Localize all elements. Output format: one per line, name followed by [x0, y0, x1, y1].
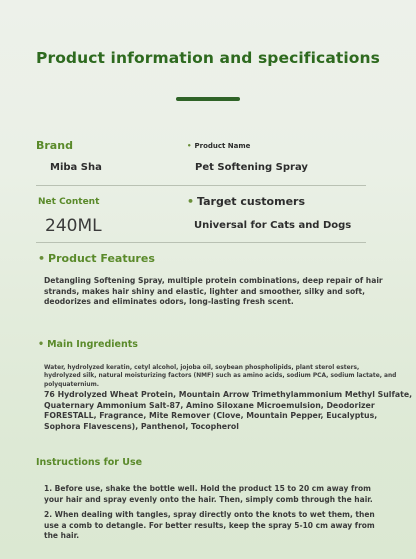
features-line: deodorizes and eliminates odors, long-lasting fresh scent. [44, 297, 294, 306]
product-name-label: Product Name [194, 142, 251, 150]
target-customers-value: Universal for Cats and Dogs [194, 220, 352, 231]
instructions-line: your hair and spray evenly onto the hair. Then, simply comb through the hair. [44, 494, 373, 504]
features-line: Detangling Softening Spray, multiple protein combinations, deep repair of hair [44, 276, 383, 285]
target-customers-label: Target customers [197, 195, 305, 208]
instructions-line: 2. When dealing with tangles, spray directly onto the knots to wet them, then [44, 510, 375, 519]
ingredients-line: Sophora Flavescens), Panthenol, Tocopherol [44, 421, 239, 431]
ingredients-line: 76 Hydrolyzed Wheat Protein, Mountain Arrow Trimethylammonium Methyl Sulfate, [44, 390, 413, 399]
bullet-dot-icon: • [187, 142, 192, 150]
instructions-line: use a comb to detangle. For better results, keep the spray 5-10 cm away from [44, 520, 375, 530]
ingredients-text [44, 390, 412, 432]
title-underline-bar [176, 97, 240, 101]
ingredients-small-line: Water, hydrolyzed keratin, cetyl alcohol, jojoba oil, soybean phospholipids, plant sterol esters, [44, 365, 360, 371]
divider [36, 185, 366, 186]
instructions-step-2 [44, 510, 375, 542]
product-name-label-group [187, 142, 250, 150]
ingredients-label-group [38, 339, 138, 350]
instructions-line: 1. Before use, shake the bottle well. Hold the product 15 to 20 cm away from [44, 484, 371, 493]
ingredients-small-text [44, 364, 396, 389]
features-label: Product Features [48, 252, 155, 265]
instructions-label: Instructions for Use [36, 457, 143, 468]
page-title: Product information and specifications [35, 49, 381, 67]
features-label-group [38, 252, 155, 265]
features-text [44, 276, 383, 308]
instructions-step-1 [44, 484, 373, 505]
product-name-value: Pet Softening Spray [195, 162, 308, 173]
brand-label: Brand [36, 139, 73, 152]
divider [36, 242, 366, 243]
features-line: strands, makes hair shiny and elastic, lighter and smoother, silky and soft, [44, 286, 365, 296]
ingredients-line: FORESTALL, Fragrance, Mite Remover (Clove, Mountain Pepper, Eucalyptus, [44, 411, 378, 420]
ingredients-label: Main Ingredients [47, 339, 138, 350]
bullet-dot-icon: • [38, 252, 46, 265]
ingredients-small-line: hydrolyzed silk, natural moisturizing factors (NMF) such as amino acids, sodium PCA, sodium lactate, and [44, 373, 397, 380]
ingredients-line: Quaternary Ammonium Salt-87, Amino Siloxane Microemulsion, Deodorizer [44, 400, 375, 410]
bullet-dot-icon: • [187, 195, 195, 208]
bullet-dot-icon: • [38, 339, 45, 350]
ingredients-small-line: polyquaternium. [44, 381, 100, 388]
instructions-line: the hair. [44, 531, 80, 540]
net-content-label: Net Content [38, 197, 100, 207]
net-content-value: 240ML [45, 216, 102, 236]
target-customers-label-group [187, 195, 305, 208]
brand-value: Miba Sha [50, 162, 102, 173]
